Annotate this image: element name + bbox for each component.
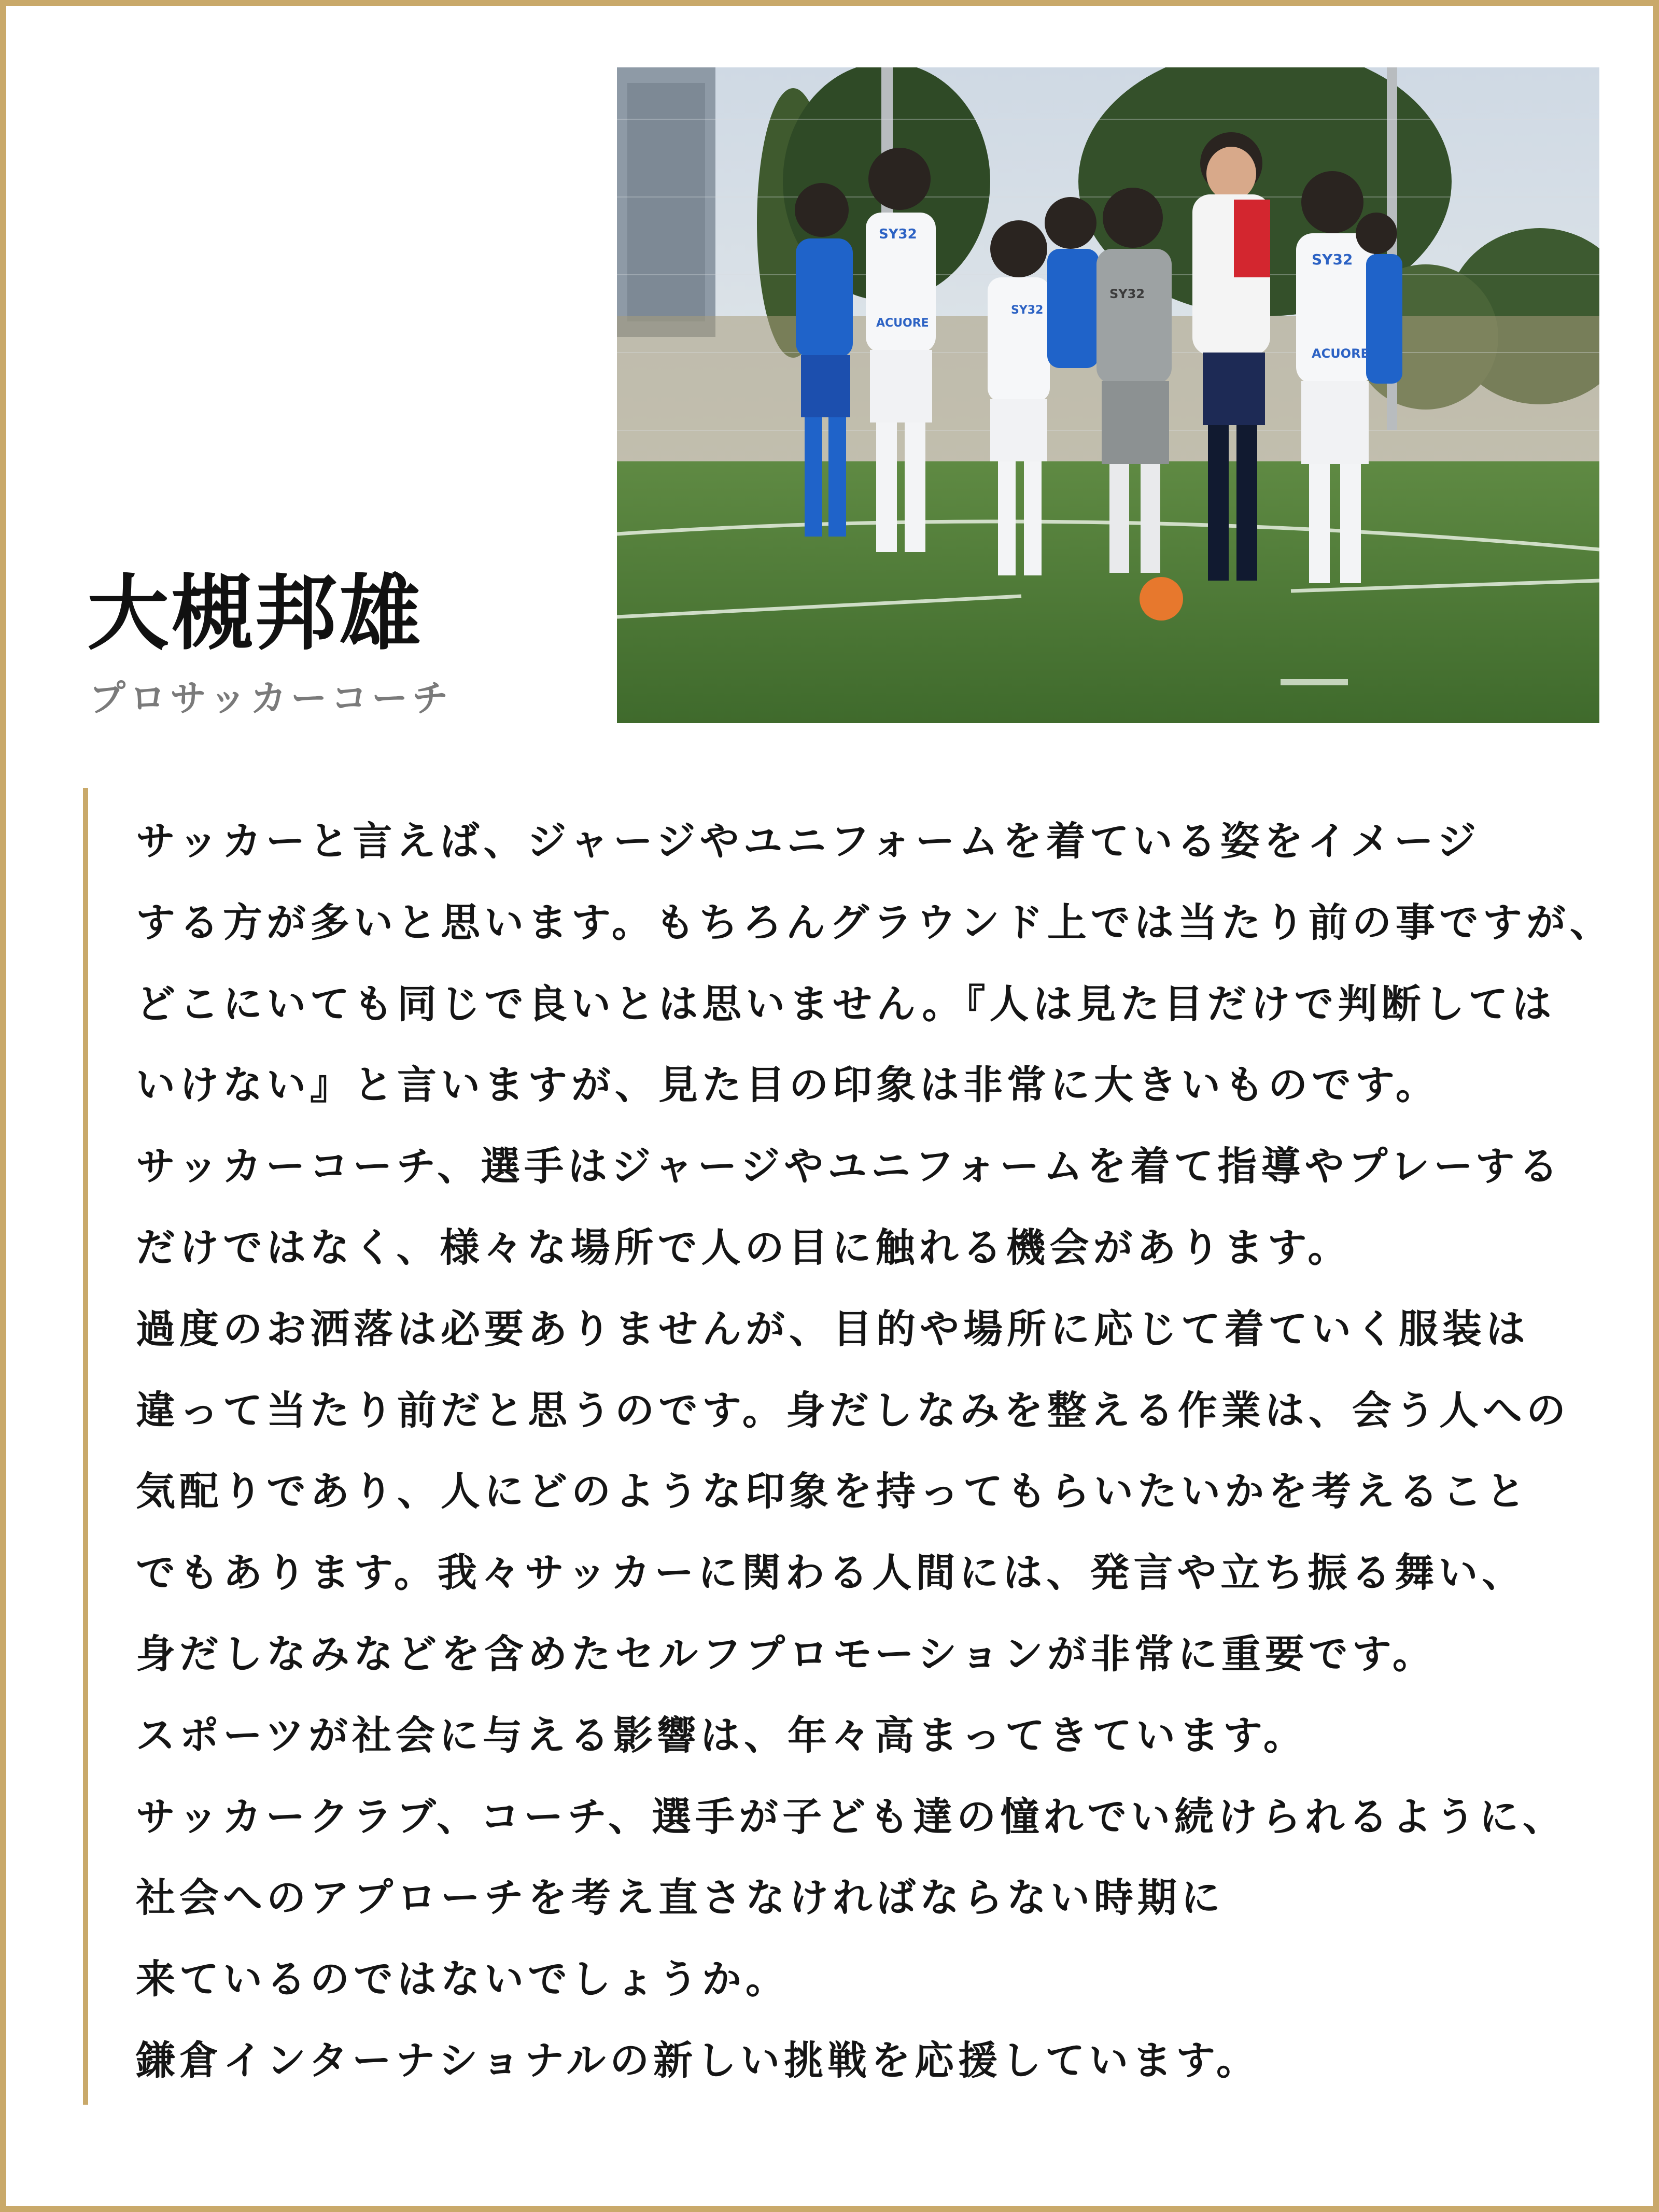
message-line: 身だしなみなどを含めたセルフプロモーションが非常に重要です。 [136, 1630, 1436, 1677]
message-line: どこにいても同じで良いとは思いません。『人は見た目だけで判断しては [136, 980, 1556, 1027]
message-line: サッカーコーチ、選手はジャージやユニフォームを着て指導やプレーする [136, 1143, 1563, 1190]
message-line: 社会へのアプローチを考え直さなければならない時期に [136, 1875, 1225, 1921]
message-line: 違って当たり前だと思うのです。身だしなみを整える作業は、会う人への [136, 1387, 1570, 1433]
team-photo [617, 67, 1599, 723]
message-line: でもあります。我々サッカーに関わる人間には、発言や立ち振る舞い、 [136, 1549, 1526, 1596]
quote-accent-bar [83, 788, 88, 2105]
person-name: 大槻邦雄 [87, 566, 423, 661]
svg-text:SY32: SY32 [1109, 287, 1145, 301]
message-line: する方が多いと思います。もちろんグラウンド上では当たり前の事ですが、 [136, 899, 1613, 946]
message-line: 来ているのではないでしょうか。 [136, 1956, 789, 2003]
message-body [136, 801, 1629, 2102]
message-line: スポーツが社会に与える影響は、年々高まってきています。 [136, 1712, 1307, 1758]
person-title: プロサッカーコーチ [89, 677, 453, 720]
team-photo-image [617, 67, 1599, 723]
message-line: いけない』と言いますが、見た目の印象は非常に大きいものです。 [136, 1062, 1439, 1108]
svg-text:SY32: SY32 [1312, 251, 1353, 268]
message-line: だけではなく、様々な場所で人の目に触れる機会があります。 [136, 1224, 1352, 1271]
svg-text:ACUORE: ACUORE [876, 317, 929, 330]
message-line: サッカークラブ、コーチ、選手が子ども達の憧れでい続けられるように、 [136, 1793, 1567, 1840]
svg-text:SY32: SY32 [879, 227, 917, 242]
svg-text:ACUORE: ACUORE [1312, 346, 1369, 361]
message-line: 気配りであり、人にどのような印象を持ってもらいたいかを考えること [136, 1468, 1529, 1515]
message-line: 過度のお洒落は必要ありませんが、目的や場所に応じて着ていく服装は [136, 1305, 1529, 1352]
message-line: 鎌倉インターナショナルの新しい挑戦を応援しています。 [136, 2037, 1260, 2083]
message-line: サッカーと言えば、ジャージやユニフォームを着ている姿をイメージ [136, 818, 1481, 864]
svg-text:SY32: SY32 [1011, 304, 1044, 317]
